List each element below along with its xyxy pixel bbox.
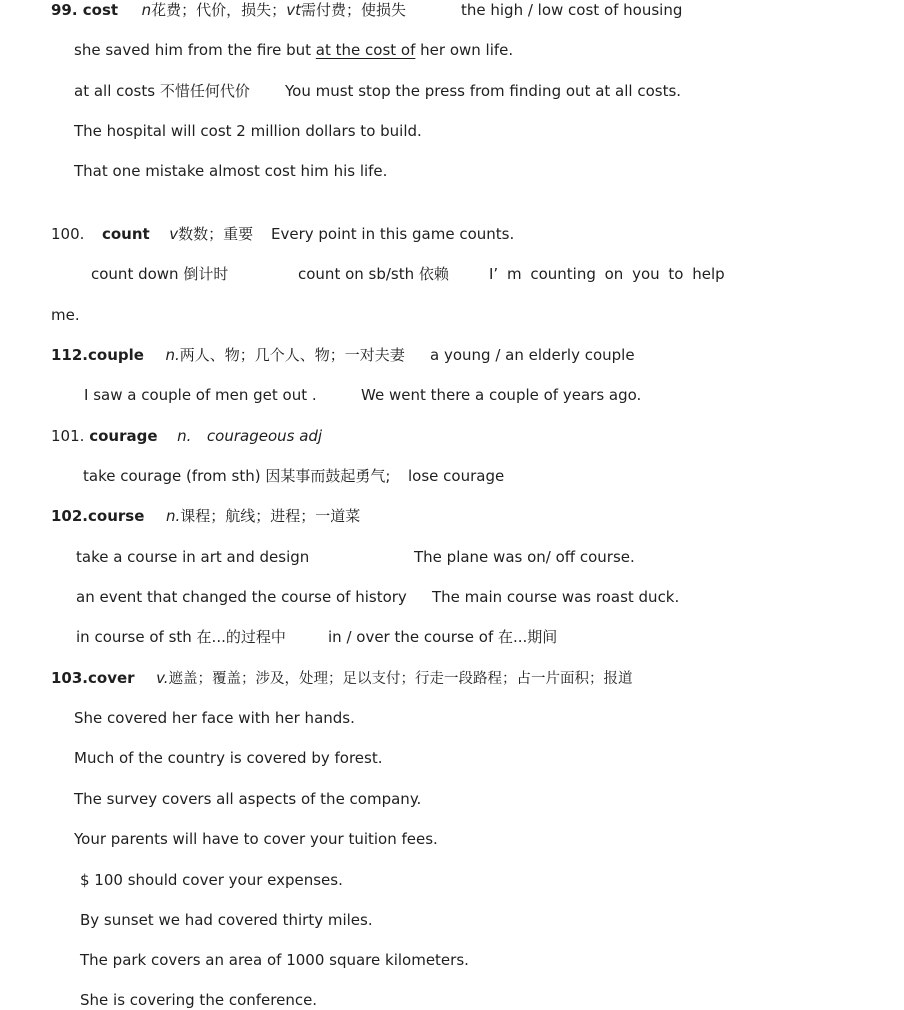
entry-headword: 99. cost bbox=[51, 1, 119, 19]
phrase: count down 倒计时 bbox=[91, 265, 229, 283]
example-sentence: By sunset we had covered thirty miles. bbox=[80, 911, 373, 929]
definition: 两人、物；几个人、物；一对夫妻 bbox=[179, 346, 405, 364]
example-sentence: Much of the country is covered by forest. bbox=[74, 749, 383, 767]
phrase: at all costs 不惜任何代价 bbox=[74, 82, 250, 100]
example-sentence: I saw a couple of men get out . bbox=[84, 386, 317, 404]
entry-course-headline bbox=[51, 506, 360, 526]
entry-headword: 102.course bbox=[51, 507, 145, 525]
part-of-speech: vt bbox=[286, 1, 301, 19]
definition: 需付费；使损失 bbox=[300, 1, 406, 19]
example-sentence: an event that changed the course of history bbox=[76, 588, 407, 606]
example-sentence: take a course in art and design bbox=[76, 548, 310, 566]
part-of-speech: v bbox=[169, 225, 179, 243]
example-sentence: I’ m counting on you to help bbox=[489, 265, 725, 283]
example-sentence: a young / an elderly couple bbox=[430, 346, 635, 364]
part-of-speech: v. bbox=[156, 669, 169, 687]
example-sentence: The survey covers all aspects of the company. bbox=[74, 790, 422, 808]
example-sentence: She covered her face with her hands. bbox=[74, 709, 355, 727]
example-sentence: We went there a couple of years ago. bbox=[361, 386, 642, 404]
example-sentence-wrap: me. bbox=[51, 306, 80, 324]
underlined-phrase: at the cost of bbox=[315, 41, 416, 59]
phrase: in / over the course of 在...期间 bbox=[328, 628, 558, 646]
definition: 课程；航线；进程；一道菜 bbox=[180, 507, 361, 525]
example-sentence: Your parents will have to cover your tuition fees. bbox=[74, 830, 438, 848]
phrase: in course of sth 在...的过程中 bbox=[76, 628, 286, 646]
entry-headword: 103.cover bbox=[51, 669, 135, 687]
part-of-speech: n bbox=[141, 1, 152, 19]
example-sentence: the high / low cost of housing bbox=[461, 1, 683, 19]
part-of-speech: n. bbox=[165, 346, 180, 364]
entry-cost-headline bbox=[51, 0, 406, 20]
example-sentence: $ 100 should cover your expenses. bbox=[80, 871, 343, 889]
phrase: lose courage bbox=[408, 467, 505, 485]
entry-headword: courage bbox=[89, 427, 158, 445]
entry-headword: 112.couple bbox=[51, 346, 144, 364]
entry-courage-headline bbox=[51, 426, 322, 446]
example-sentence: That one mistake almost cost him his life. bbox=[74, 162, 388, 180]
definition: 花费；代价，损失； bbox=[151, 1, 287, 19]
entry-cover-headline bbox=[51, 668, 633, 688]
example-sentence: The park covers an area of 1000 square kilometers. bbox=[80, 951, 469, 969]
part-of-speech: n. bbox=[177, 427, 192, 445]
entry-couple-headline bbox=[51, 345, 405, 365]
definition: 数数；重要 bbox=[178, 225, 254, 243]
example-sentence: The main course was roast duck. bbox=[432, 588, 680, 606]
entry-number: 100. bbox=[51, 225, 85, 243]
phrase: take courage (from sth) 因某事而鼓起勇气; bbox=[83, 467, 391, 485]
part-of-speech: n. bbox=[165, 507, 181, 525]
example-text: her own life. bbox=[415, 41, 514, 59]
entry-count-headline bbox=[51, 224, 253, 244]
example-sentence: You must stop the press from finding out at all costs. bbox=[285, 82, 682, 100]
example-sentence: She is covering the conference. bbox=[80, 991, 318, 1009]
example-sentence: The hospital will cost 2 million dollars to build. bbox=[74, 122, 422, 140]
phrase: count on sb/sth 依赖 bbox=[298, 265, 449, 283]
entry-headword: count bbox=[101, 225, 150, 243]
derived-word: courageous adj bbox=[206, 427, 323, 445]
example-sentence: The plane was on/ off course. bbox=[414, 548, 635, 566]
definition: 遮盖；覆盖；涉及，处理；足以支付；行走一段路程；占一片面积；报道 bbox=[168, 671, 633, 687]
entry-number: 101. bbox=[51, 427, 85, 445]
example-text: she saved him from the fire but bbox=[74, 41, 316, 59]
example-sentence: Every point in this game counts. bbox=[271, 225, 515, 243]
example-sentence bbox=[74, 40, 513, 60]
